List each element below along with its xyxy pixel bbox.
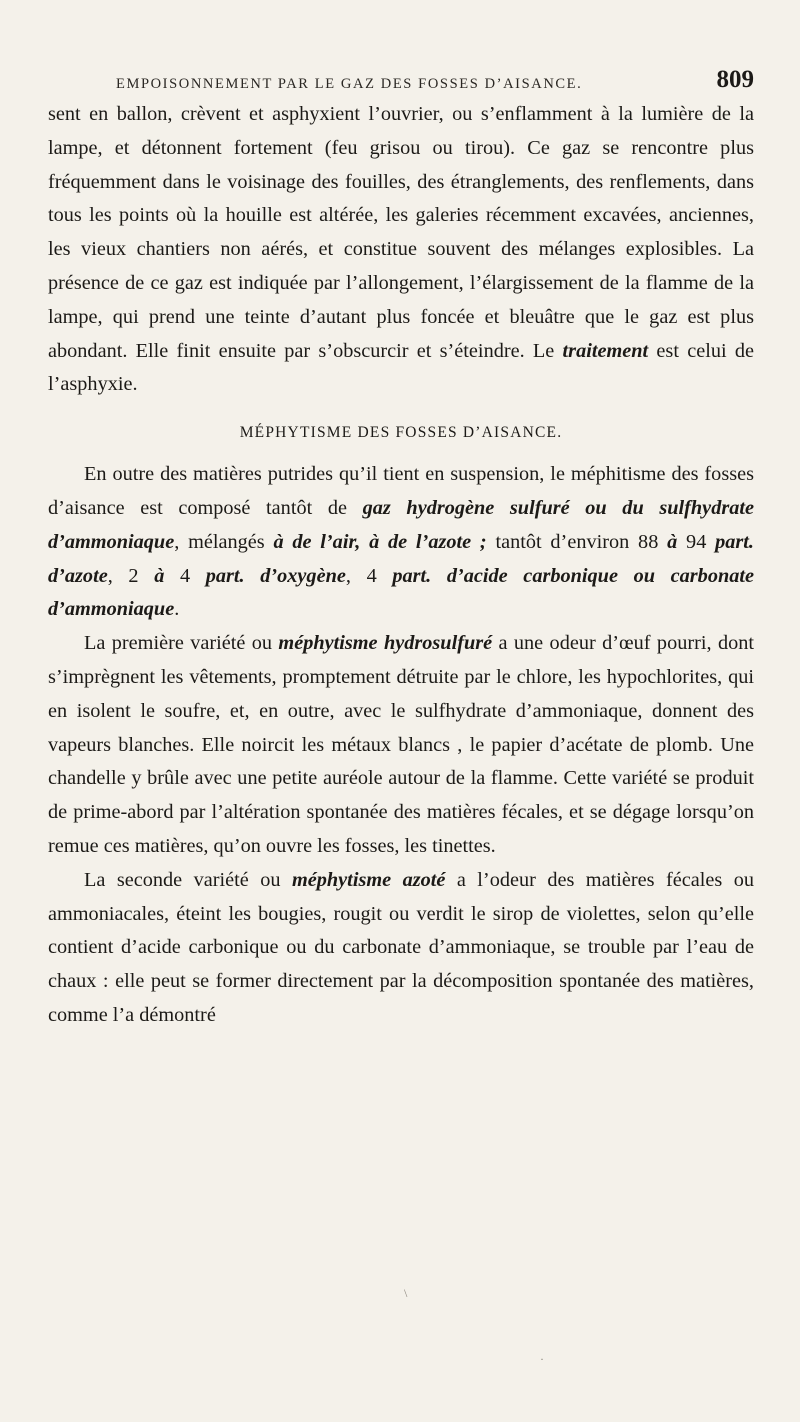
- paper-speck: ·: [540, 1352, 544, 1366]
- paragraph-2-text: , 4: [345, 564, 393, 587]
- paragraph-2-text: En outre des matières putrides qu’il tient en suspension, le méphitisme des fosses d’aisance est composé tantôt de: [48, 463, 754, 519]
- paragraph-2-text: 4: [164, 564, 206, 587]
- section-heading: MÉPHYTISME DES FOSSES D’AISANCE.: [239, 424, 563, 442]
- paragraph-3-text: La première variété ou: [84, 632, 279, 655]
- paper-speck: \: [404, 1286, 408, 1300]
- paragraph-2-emphasis: à: [154, 564, 165, 587]
- paragraph-2-emphasis: part. d’oxygène: [205, 564, 346, 587]
- paragraph-1-text: sent en ballon, crèvent et asphyxient l’ouvrier, ou s’enflamment à la lumière de la lampe, et détonnent fortement (feu grisou ou tirou). Ce gaz se rencontre plus fréquemment dans le voisinage des fouilles, des étranglements, des renflements, dans tous les points où la houille est altérée, les galeries récemment excavées, anciennes, les vieux chantiers non aérés, et constitue souvent des mélanges explosibles. La présence de ce gaz est indiquée par l’allongement, l’élargissement de la flamme de la lampe, qui prend une teinte d’autant plus foncée et bleuâtre que le gaz est plus abondant. Elle finit ensuite par s’obscurcir et s’éteindre. Le: [48, 103, 754, 362]
- paragraph-4-text: La seconde variété ou: [84, 868, 292, 891]
- paragraph-3-text: a une odeur d’œuf pourri, dont s’imprègnent les vêtements, promptement détruite par le chlore, les hypochlorites, qui en isolent le soufre, et, en outre, avec le sulfhydrate d’ammoniaque, donnent des vapeurs blanches. Elle noircit les métaux blancs , le papier d’acétate de plomb. Une chandelle y brûle avec une petite auréole autour de la flamme. Cette variété se produit de prime-abord par l’altération spontanée des matières fécales, et se dégage lorsqu’on remue ces matières, qu’on ouvre les fosses, les tinettes.: [48, 632, 755, 857]
- paragraph-2-text: , 2: [107, 564, 155, 587]
- paragraph-3: [48, 627, 754, 864]
- paragraph-2-emphasis: part. d’azote: [48, 530, 754, 587]
- body-text: [48, 98, 754, 1033]
- paragraph-4-text: a l’odeur des matières fécales ou ammoniacales, éteint les bougies, rougit ou verdit le sirop de violettes, selon qu’elle contient d’acide carbonique ou du carbonate d’ammoniaque, se trouble par l’eau de chaux : elle peut se former directement par la décomposition spontanée des matières, comme l’a démontré: [48, 868, 754, 1026]
- running-title: EMPOISONNEMENT PAR LE GAZ DES FOSSES D’AISANCE.: [116, 76, 583, 92]
- paragraph-2-emphasis: part. d’acide carbonique ou carbonate d’ammoniaque: [48, 564, 755, 621]
- paragraph-2-text: tantôt d’environ 88: [486, 530, 668, 553]
- paragraph-2: [48, 458, 754, 627]
- paragraph-2-text: , mélangés: [174, 530, 274, 553]
- page-number: 809: [716, 66, 754, 93]
- paragraph-1-emphasis: traitement: [562, 339, 649, 362]
- paragraph-4: [48, 864, 754, 1033]
- paragraph-3-emphasis: méphytisme hydrosulfuré: [278, 632, 493, 655]
- paragraph-2-emphasis: à de l’air, à de l’azote ;: [273, 530, 487, 553]
- paragraph-1-text-end: est celui de l’asphyxie.: [48, 339, 754, 396]
- paragraph-2-text: .: [174, 598, 180, 621]
- paragraph-2-text: 94: [677, 530, 716, 553]
- paragraph-2-emphasis: gaz hydrogène sulfuré ou du sulfhydrate d’ammoniaque: [48, 496, 754, 553]
- paragraph-2-emphasis: à: [667, 530, 678, 553]
- running-head: [48, 58, 754, 98]
- paragraph-4-emphasis: méphytisme azoté: [291, 868, 446, 891]
- paragraph-1: [48, 98, 754, 402]
